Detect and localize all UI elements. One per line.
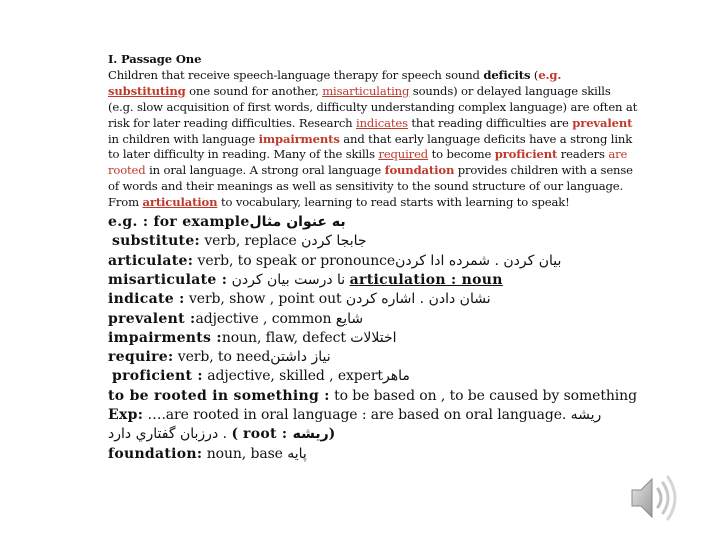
passage-text-segment: sounds) or delayed language skills (e.g. slow acquisition of first words, difficulty understanding complex language) are often at risk for later reading difficulties. Research bbox=[108, 83, 638, 130]
persian-translation: ریشه bbox=[570, 407, 602, 424]
vocab-definition: verb, replace bbox=[200, 233, 302, 250]
passage-section bbox=[108, 52, 638, 211]
persian-translation: اختلالات bbox=[350, 329, 397, 346]
passage-text-segment: required bbox=[378, 147, 429, 162]
vocab-term: misarticulate : bbox=[108, 271, 228, 288]
vocab-term: e.g. : for example bbox=[108, 214, 250, 231]
persian-translation: به عنوان مثال bbox=[249, 214, 346, 231]
vocab-term: articulation : noun bbox=[349, 271, 503, 288]
passage-text-segment: foundation bbox=[384, 163, 455, 178]
vocab-term: prevalent : bbox=[108, 310, 196, 327]
vocab-definition: adjective, skilled , expert bbox=[202, 368, 383, 385]
vocab-term: indicate : bbox=[108, 291, 185, 308]
vocab-term: ( root : bbox=[231, 426, 293, 443]
passage-text-segment: and that early language deficits have a strong link to later difficulty in reading. Many of the skills bbox=[108, 131, 633, 162]
vocab-term: articulate: bbox=[108, 252, 194, 269]
vocab-definition: noun, flaw, defect bbox=[221, 329, 351, 346]
vocab-definition: to be based on , to be caused by something bbox=[329, 387, 637, 404]
vocab-term: require: bbox=[108, 349, 174, 366]
persian-translation: اشاره کردن bbox=[345, 291, 416, 308]
passage-text-segment: in children with language bbox=[108, 131, 259, 146]
vocab-line bbox=[108, 329, 638, 348]
passage-text-segment: provides children with a sense of words and their meanings as well as sensitivity to the sound structure of our language. From bbox=[108, 163, 633, 210]
vocab-line bbox=[108, 213, 638, 232]
passage-text-segment: readers bbox=[557, 147, 609, 162]
vocab-term: proficient : bbox=[112, 368, 203, 385]
passage-text-segment: substituting bbox=[108, 83, 186, 98]
vocab-definition: . bbox=[218, 426, 232, 443]
vocab-term: to be rooted in something : bbox=[108, 387, 330, 404]
passage-text-segment: are rooted bbox=[108, 147, 628, 178]
vocab-line bbox=[108, 310, 638, 329]
vocab-line bbox=[108, 387, 638, 406]
vocab-definition: adjective , common bbox=[195, 310, 336, 327]
vocab-definition: ….are rooted in oral language : are based on oral language. bbox=[143, 407, 571, 424]
passage-text-segment: misarticulating bbox=[322, 83, 410, 98]
passage-text-segment: prevalent bbox=[572, 115, 633, 130]
vocab-definition: verb, to speak or pronounce bbox=[193, 252, 396, 269]
persian-translation: نشان دادن bbox=[428, 291, 491, 308]
vocab-term: Exp: bbox=[108, 407, 144, 424]
passage-text-segment: to become bbox=[428, 147, 495, 162]
vocabulary-list bbox=[108, 213, 638, 464]
passage-text-segment: to vocabulary, learning to read starts with learning to speak! bbox=[217, 195, 570, 210]
passage-text-segment: impairments bbox=[258, 131, 340, 146]
passage-text-segment: one sound for another, bbox=[185, 83, 323, 98]
persian-translation: جابجا کردن bbox=[301, 233, 367, 250]
persian-translation: درزبان گفتاري دارد bbox=[108, 426, 219, 443]
passage-body bbox=[108, 68, 638, 211]
vocab-term: ) bbox=[328, 426, 336, 443]
vocab-definition: . bbox=[415, 291, 429, 308]
persian-translation: ریشه bbox=[292, 426, 329, 443]
persian-translation: ماهر bbox=[382, 368, 410, 385]
passage-text-segment: e.g. bbox=[538, 67, 562, 82]
vocab-line bbox=[108, 348, 638, 367]
vocab-line bbox=[108, 425, 638, 444]
passage-text-segment: deficits bbox=[483, 67, 531, 82]
vocab-term: impairments : bbox=[108, 329, 222, 346]
passage-text-segment: ( bbox=[530, 67, 539, 82]
slide-content bbox=[108, 52, 638, 464]
persian-translation: شمرده ادا کردن bbox=[395, 252, 490, 269]
vocab-definition: . bbox=[490, 252, 504, 269]
passage-text-segment: in oral language. A strong oral language bbox=[145, 163, 385, 178]
persian-translation: بیان کردن bbox=[503, 252, 562, 269]
passage-text-segment: articulation bbox=[142, 195, 218, 210]
vocab-line bbox=[108, 271, 638, 290]
vocab-definition: verb, show , point out bbox=[184, 291, 346, 308]
persian-translation: شایع bbox=[335, 310, 364, 327]
speaker-icon[interactable] bbox=[628, 470, 680, 526]
vocab-line bbox=[108, 232, 638, 251]
vocab-line bbox=[108, 367, 638, 386]
vocab-term: foundation: bbox=[108, 445, 203, 462]
passage-text-segment: indicates bbox=[356, 115, 408, 130]
vocab-definition: verb, to need bbox=[173, 349, 271, 366]
persian-translation: نیاز داشتن bbox=[270, 349, 331, 366]
vocab-term: substitute: bbox=[112, 233, 201, 250]
vocab-line bbox=[108, 445, 638, 464]
vocab-definition: noun, base bbox=[202, 445, 288, 462]
passage-text-segment: that reading difficulties are bbox=[407, 115, 573, 130]
passage-text-segment: Children that receive speech-language therapy for speech sound bbox=[108, 67, 484, 82]
persian-translation: پایه bbox=[287, 445, 307, 462]
vocab-line bbox=[108, 406, 638, 425]
persian-translation: نا درست بیان کردن bbox=[231, 271, 346, 288]
passage-text-segment: proficient bbox=[494, 147, 558, 162]
vocab-line bbox=[108, 252, 638, 271]
vocab-line bbox=[108, 290, 638, 309]
passage-title: I. Passage One bbox=[108, 52, 202, 66]
